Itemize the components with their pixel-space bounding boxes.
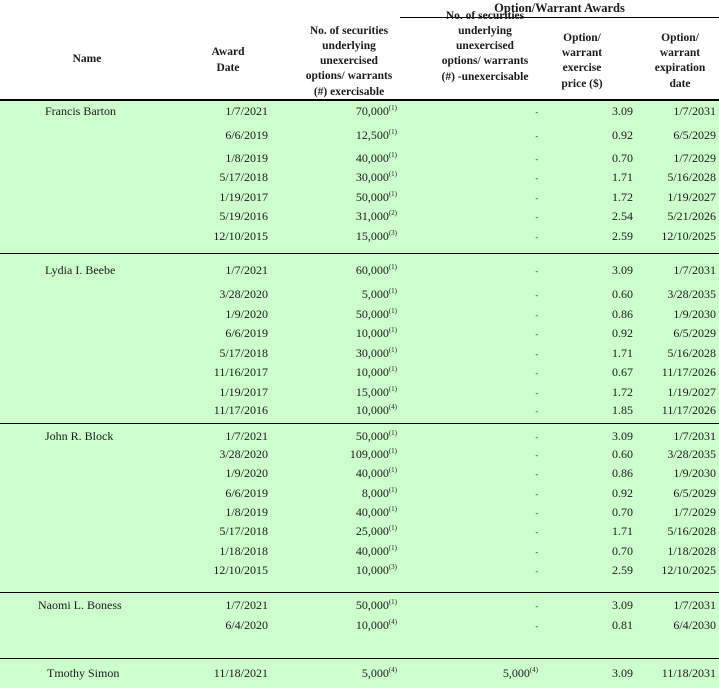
exercise-price: 0.70 — [612, 505, 633, 519]
award-date: 1/9/2020 — [225, 466, 268, 480]
unexercisable-value: - — [535, 407, 538, 416]
exercise-price: 1.71 — [612, 170, 633, 184]
unexercisable-count — [535, 385, 538, 400]
exercisable-value: 12,500 — [355, 128, 389, 142]
expiration-date: 6/5/2029 — [673, 326, 716, 340]
unexercisable-value: - — [535, 528, 538, 537]
exercisable-count — [356, 403, 397, 418]
grantee-name: Francis Barton — [45, 104, 116, 118]
unexercisable-count — [535, 346, 538, 361]
exercise-price: 0.70 — [612, 151, 633, 165]
unexercisable-value: - — [535, 470, 538, 479]
exercise-price: 1.72 — [612, 190, 633, 204]
unexercisable-value: - — [535, 622, 538, 631]
unexercisable-count — [535, 447, 538, 462]
header-exercise-price: Option/ warrant exercise price ($) — [561, 31, 603, 90]
unexercisable-value: - — [535, 291, 538, 300]
unexercisable-value: - — [535, 132, 538, 141]
award-date: 5/17/2018 — [219, 524, 268, 538]
unexercisable-value: - — [535, 548, 538, 557]
footnote-ref: (1) — [388, 429, 397, 437]
exercise-price: 0.70 — [612, 544, 633, 558]
exercisable-value: 30,000 — [355, 346, 389, 360]
exercisable-value: 50,000 — [355, 190, 389, 204]
unexercisable-count — [535, 170, 538, 185]
award-date: 1/7/2021 — [225, 104, 268, 118]
exercisable-value: 10,000 — [355, 365, 389, 379]
footnote-ref: (1) — [388, 190, 397, 198]
footnote-ref: (1) — [388, 505, 397, 513]
unexercisable-count — [535, 229, 538, 244]
exercisable-count — [356, 505, 397, 520]
exercisable-value: 8,000 — [361, 486, 389, 500]
expiration-date: 1/9/2030 — [673, 307, 716, 321]
footnote-ref: (1) — [388, 104, 397, 112]
exercisable-count — [356, 209, 397, 224]
award-date: 1/8/2019 — [225, 151, 268, 165]
exercise-price: 3.09 — [612, 429, 633, 443]
grantee-name: Lydia I. Beebe — [45, 263, 116, 277]
award-date: 6/6/2019 — [225, 326, 268, 340]
expiration-date: 6/5/2029 — [673, 486, 716, 500]
header-expiration-date: Option/ warrant expiration date — [654, 31, 706, 90]
exercisable-count — [356, 563, 397, 578]
unexercisable-value: - — [535, 311, 538, 320]
exercisable-value: 50,000 — [355, 598, 389, 612]
expiration-date: 1/19/2027 — [667, 385, 716, 399]
header-name: Name — [72, 52, 102, 65]
unexercisable-value: - — [535, 330, 538, 339]
expiration-date: 1/7/2029 — [673, 505, 716, 519]
award-date: 6/6/2019 — [225, 128, 268, 142]
footnote-ref: (3) — [388, 229, 397, 237]
exercisable-count — [356, 429, 397, 444]
expiration-date: 5/21/2026 — [667, 209, 716, 223]
header-exercisable: No. of securities underlying unexercised options/ warrants (#) exercisable — [305, 24, 393, 98]
footnote-ref: (1) — [388, 326, 397, 334]
unexercisable-count — [535, 128, 538, 143]
exercise-price: 0.60 — [612, 447, 633, 461]
unexercisable-count — [535, 598, 538, 613]
exercise-price: 3.09 — [612, 598, 633, 612]
unexercisable-count — [535, 505, 538, 520]
group-separator — [0, 253, 719, 254]
award-date: 1/7/2021 — [225, 429, 268, 443]
unexercisable-value: - — [535, 267, 538, 276]
expiration-date: 5/16/2028 — [667, 524, 716, 538]
unexercisable-count — [535, 151, 538, 166]
unexercisable-count — [535, 104, 538, 119]
footnote-ref: (1) — [388, 128, 397, 136]
award-date: 1/8/2019 — [225, 505, 268, 519]
footnote-ref: (4) — [388, 403, 397, 411]
expiration-date: 12/10/2025 — [661, 229, 716, 243]
group-separator — [0, 423, 719, 424]
footnote-ref: (1) — [388, 544, 397, 552]
exercise-price: 2.59 — [612, 229, 633, 243]
unexercisable-value: - — [535, 389, 538, 398]
grantee-name: Naomi L. Boness — [38, 598, 122, 612]
expiration-date: 5/16/2028 — [667, 346, 716, 360]
unexercisable-count — [535, 524, 538, 539]
award-date: 6/4/2020 — [225, 618, 268, 632]
unexercisable-count — [535, 403, 538, 418]
exercisable-count — [356, 151, 397, 166]
exercisable-value: 70,000 — [355, 104, 389, 118]
exercise-price: 1.85 — [612, 403, 633, 417]
unexercisable-value: 5,000 — [502, 666, 530, 680]
exercisable-count — [356, 263, 397, 278]
footnote-ref: (1) — [388, 447, 397, 455]
unexercisable-count — [535, 263, 538, 278]
exercise-price: 0.92 — [612, 486, 633, 500]
exercisable-value: 31,000 — [355, 209, 389, 223]
expiration-date: 1/7/2031 — [673, 429, 716, 443]
exercisable-count — [362, 287, 397, 302]
unexercisable-count — [535, 365, 538, 380]
exercisable-value: 10,000 — [355, 563, 389, 577]
award-date: 11/17/2016 — [213, 403, 268, 417]
award-date: 11/16/2017 — [213, 365, 268, 379]
exercisable-value: 40,000 — [355, 505, 389, 519]
exercisable-value: 5,000 — [361, 287, 389, 301]
footnote-ref: (1) — [388, 385, 397, 393]
unexercisable-value: - — [535, 213, 538, 222]
award-date: 1/7/2021 — [225, 598, 268, 612]
unexercisable-value: - — [535, 567, 538, 576]
footnote-ref: (1) — [388, 486, 397, 494]
exercisable-value: 15,000 — [355, 229, 389, 243]
footnote-ref: (1) — [388, 287, 397, 295]
expiration-date: 12/10/2025 — [661, 563, 716, 577]
unexercisable-value: - — [535, 490, 538, 499]
exercisable-count — [356, 598, 397, 613]
exercisable-value: 60,000 — [355, 263, 389, 277]
award-date: 12/10/2015 — [213, 563, 268, 577]
exercisable-value: 50,000 — [355, 307, 389, 321]
expiration-date: 1/19/2027 — [667, 190, 716, 204]
exercisable-count — [356, 618, 397, 633]
exercisable-count — [356, 326, 397, 341]
unexercisable-count — [503, 666, 538, 681]
header-unexercisable: No. of securities underlying unexercised options/ warrants (#) -unexercisable — [441, 9, 529, 83]
exercisable-count — [356, 346, 397, 361]
footnote-ref: (4) — [529, 666, 538, 674]
exercise-price: 0.60 — [612, 287, 633, 301]
unexercisable-value: - — [535, 509, 538, 518]
footnote-ref: (2) — [388, 209, 397, 217]
unexercisable-count — [535, 486, 538, 501]
award-date: 1/19/2017 — [219, 190, 268, 204]
exercisable-count — [356, 544, 397, 559]
award-date: 1/18/2018 — [219, 544, 268, 558]
award-date: 12/10/2015 — [213, 229, 268, 243]
footnote-ref: (1) — [388, 598, 397, 606]
exercise-price: 3.09 — [612, 104, 633, 118]
unexercisable-value: - — [535, 108, 538, 117]
award-date: 5/19/2016 — [219, 209, 268, 223]
expiration-date: 1/7/2031 — [673, 263, 716, 277]
exercise-price: 0.86 — [612, 466, 633, 480]
footnote-ref: (1) — [388, 170, 397, 178]
exercisable-value: 5,000 — [361, 666, 389, 680]
award-date: 1/9/2020 — [225, 307, 268, 321]
unexercisable-value: - — [535, 602, 538, 611]
unexercisable-count — [535, 326, 538, 341]
exercisable-count — [356, 466, 397, 481]
exercisable-count — [362, 486, 397, 501]
exercisable-count — [356, 104, 397, 119]
exercisable-count — [350, 447, 397, 462]
award-date: 6/6/2019 — [225, 486, 268, 500]
unexercisable-value: - — [535, 369, 538, 378]
exercisable-value: 10,000 — [355, 326, 389, 340]
footnote-ref: (1) — [388, 524, 397, 532]
expiration-date: 6/4/2030 — [673, 618, 716, 632]
exercise-price: 1.71 — [612, 524, 633, 538]
exercise-price: 1.71 — [612, 346, 633, 360]
exercisable-count — [356, 524, 397, 539]
exercisable-count — [356, 229, 397, 244]
unexercisable-count — [535, 287, 538, 302]
footnote-ref: (1) — [388, 365, 397, 373]
exercisable-value: 15,000 — [355, 385, 389, 399]
unexercisable-count — [535, 190, 538, 205]
exercise-price: 3.09 — [612, 263, 633, 277]
footnote-ref: (4) — [388, 618, 397, 626]
award-date: 11/18/2021 — [213, 666, 268, 680]
table-header — [0, 9, 719, 100]
group-separator — [0, 592, 719, 593]
unexercisable-value: - — [535, 233, 538, 242]
exercisable-count — [356, 307, 397, 322]
expiration-date: 1/7/2031 — [673, 598, 716, 612]
exercisable-value: 40,000 — [355, 544, 389, 558]
exercise-price: 0.81 — [612, 618, 633, 632]
exercisable-value: 30,000 — [355, 170, 389, 184]
unexercisable-count — [535, 618, 538, 633]
exercise-price: 0.86 — [612, 307, 633, 321]
award-date: 5/17/2018 — [219, 346, 268, 360]
expiration-date: 11/17/2026 — [661, 403, 716, 417]
expiration-date: 1/9/2030 — [673, 466, 716, 480]
unexercisable-value: - — [535, 350, 538, 359]
award-date: 1/19/2017 — [219, 385, 268, 399]
unexercisable-count — [535, 307, 538, 322]
expiration-date: 5/16/2028 — [667, 170, 716, 184]
unexercisable-count — [535, 429, 538, 444]
expiration-date: 1/18/2028 — [667, 544, 716, 558]
footnote-ref: (1) — [388, 151, 397, 159]
exercise-price: 0.92 — [612, 326, 633, 340]
exercise-price: 3.09 — [612, 666, 633, 680]
footnote-ref: (1) — [388, 307, 397, 315]
unexercisable-count — [535, 209, 538, 224]
award-date: 5/17/2018 — [219, 170, 268, 184]
footnote-ref: (4) — [388, 666, 397, 674]
expiration-date: 6/5/2029 — [673, 128, 716, 142]
exercisable-count — [356, 365, 397, 380]
exercisable-count — [356, 385, 397, 400]
grantee-name: Tmothy Simon — [47, 666, 120, 680]
unexercisable-value: - — [535, 194, 538, 203]
exercise-price: 2.59 — [612, 563, 633, 577]
footnote-ref: (1) — [388, 466, 397, 474]
expiration-date: 1/7/2029 — [673, 151, 716, 165]
exercise-price: 1.72 — [612, 385, 633, 399]
award-date: 3/28/2020 — [219, 447, 268, 461]
unexercisable-value: - — [535, 174, 538, 183]
unexercisable-value: - — [535, 451, 538, 460]
expiration-date: 3/28/2035 — [667, 287, 716, 301]
exercise-price: 0.92 — [612, 128, 633, 142]
exercisable-count — [356, 170, 397, 185]
exercisable-count — [356, 128, 397, 143]
grantee-name: John R. Block — [45, 429, 114, 443]
unexercisable-count — [535, 563, 538, 578]
exercisable-value: 50,000 — [355, 429, 389, 443]
unexercisable-count — [535, 466, 538, 481]
exercisable-value: 10,000 — [355, 618, 389, 632]
exercise-price: 2.54 — [612, 209, 633, 223]
unexercisable-value: - — [535, 433, 538, 442]
expiration-date: 11/18/2031 — [661, 666, 716, 680]
unexercisable-value: - — [535, 155, 538, 164]
exercisable-value: 10,000 — [355, 403, 389, 417]
exercisable-value: 25,000 — [355, 524, 389, 538]
exercise-price: 0.67 — [612, 365, 633, 379]
footnote-ref: (3) — [388, 563, 397, 571]
exercisable-value: 109,000 — [349, 447, 389, 461]
option-warrant-awards-title: Option/Warrant Awards — [400, 1, 719, 18]
exercisable-count — [356, 190, 397, 205]
group-separator — [0, 658, 719, 659]
expiration-date: 1/7/2031 — [673, 104, 716, 118]
header-award-date: Award Date — [211, 46, 245, 74]
footnote-ref: (1) — [388, 346, 397, 354]
exercisable-value: 40,000 — [355, 466, 389, 480]
awards-table-body — [0, 101, 719, 688]
expiration-date: 11/17/2026 — [661, 365, 716, 379]
footnote-ref: (1) — [388, 263, 397, 271]
exercisable-count — [362, 666, 397, 681]
expiration-date: 3/28/2035 — [667, 447, 716, 461]
exercisable-value: 40,000 — [355, 151, 389, 165]
award-date: 3/28/2020 — [219, 287, 268, 301]
unexercisable-count — [535, 544, 538, 559]
award-date: 1/7/2021 — [225, 263, 268, 277]
